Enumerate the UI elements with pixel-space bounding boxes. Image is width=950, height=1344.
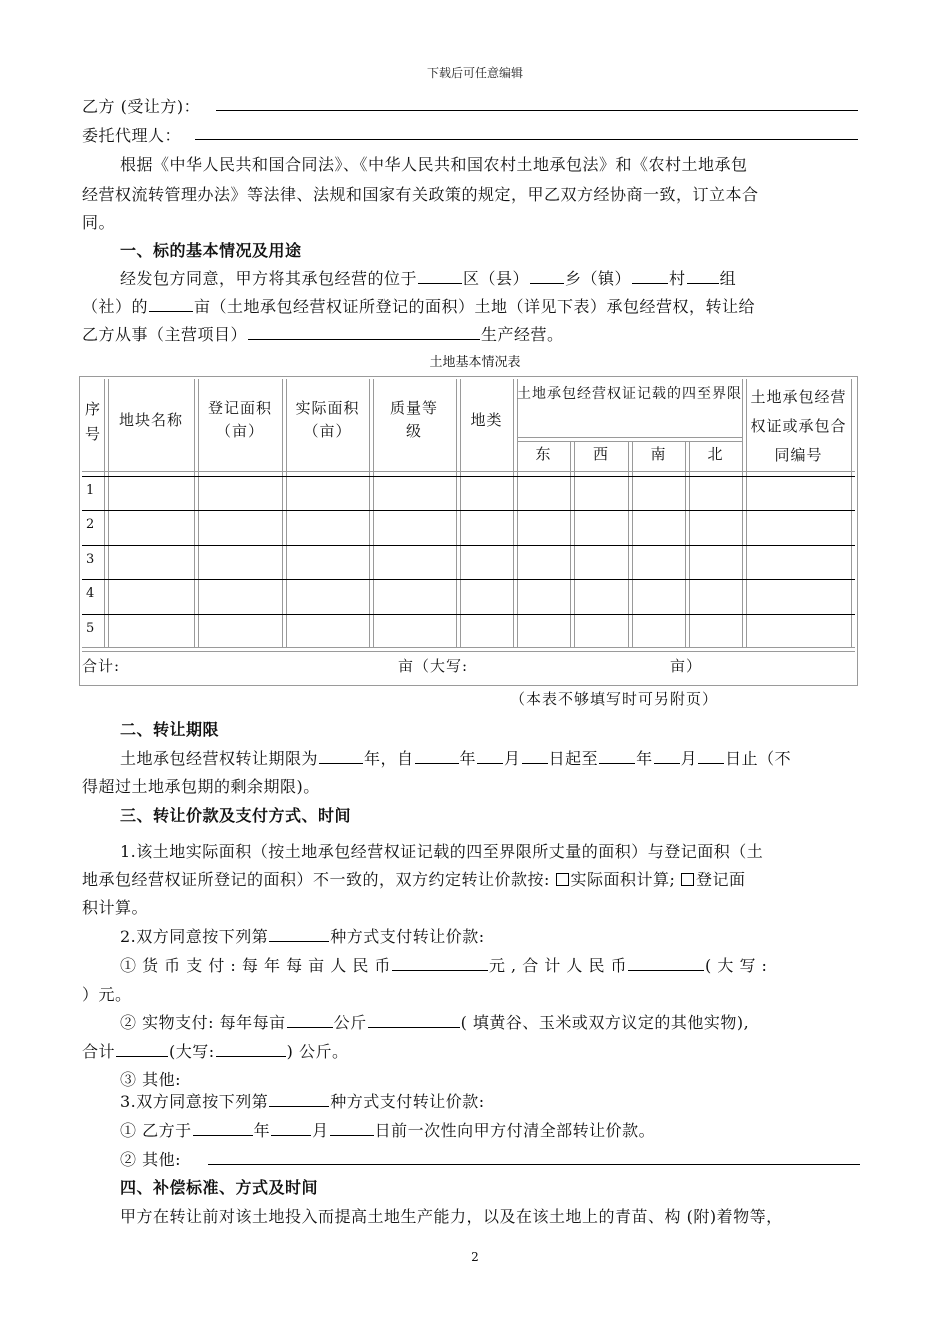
intro-line-2: 经营权流转管理办法》等法律、法规和国家有关政策的规定，甲乙双方经协商一致，订立本合 — [82, 185, 759, 204]
col-no-header: 序号 — [84, 400, 101, 443]
s3-p1-line-c: 积计算。 — [82, 898, 149, 917]
s3-money-line-b: ）元。 — [82, 985, 132, 1004]
start-month-field[interactable] — [477, 749, 503, 764]
s3-p1-line-b: 地承包经营权证所登记的面积）不一致的，双方约定转让价款按: 实际面积计算; 登记面 — [82, 870, 746, 889]
col-south-header: 南 — [650, 445, 667, 463]
col-registered-area-header: 登记面积（亩） — [207, 399, 272, 440]
col-cert-header: 土地承包经营权证或承包合同编号 — [750, 388, 847, 464]
total-area-capital: 亩（大写: — [398, 657, 469, 675]
agent-field[interactable] — [195, 139, 858, 140]
col-actual-area-header: 实际面积（亩） — [295, 399, 360, 440]
s1-line-a: 经发包方同意，甲方将其承包经营的位于 区（县） 乡（镇） 村 组 — [120, 269, 737, 288]
row-number-3: 3 — [86, 552, 95, 567]
area-mu-field[interactable] — [149, 297, 193, 312]
row-number-1: 1 — [86, 483, 95, 498]
village-field[interactable] — [632, 269, 668, 284]
s3-p3-line: 3.双方同意按下列第 种方式支付转让价款: — [120, 1092, 485, 1111]
header-note: 下载后可任意编辑 — [426, 66, 523, 80]
col-west-header: 西 — [592, 445, 609, 463]
total-label: 合计: — [82, 657, 121, 675]
col-north-header: 北 — [707, 445, 724, 463]
s3-other-line: ③ 其他: — [120, 1070, 181, 1089]
page-number: 2 — [471, 1250, 479, 1264]
term-years-field[interactable] — [319, 749, 363, 764]
goods-type-field[interactable] — [368, 1013, 460, 1028]
col-name-header: 地块名称 — [118, 411, 183, 429]
section-1-title: 一、标的基本情况及用途 — [120, 241, 302, 260]
s3-p1-line-a: 1.该土地实际面积（按土地承包经营权证记载的四至界限所丈量的面积）与登记面积（土 — [120, 842, 764, 861]
actual-area-checkbox[interactable] — [556, 873, 569, 886]
intro-line-1: 根据《中华人民共和国合同法》、《中华人民共和国农村土地承包法》和《农村土地承包 — [120, 155, 748, 174]
pay-day-field[interactable] — [330, 1121, 374, 1136]
payment-method-field[interactable] — [269, 927, 329, 942]
s3-goods-line: ② 实物支付: 每年每亩 公斤 ( 填黄谷、玉米或双方议定的其他实物), — [120, 1013, 750, 1032]
district-field[interactable] — [418, 269, 462, 284]
col-boundaries-header: 土地承包经营权证记载的四至界限 — [517, 386, 742, 402]
end-month-field[interactable] — [654, 749, 680, 764]
s1-line-b: （社）的 亩（土地承包经营权证所登记的面积）土地（详见下表）承包经营权，转让给 — [82, 297, 756, 316]
end-year-field[interactable] — [599, 749, 635, 764]
registered-area-checkbox[interactable] — [681, 873, 694, 886]
intro-line-3: 同。 — [82, 213, 116, 232]
section-4-title: 四、补偿标准、方式及时间 — [120, 1178, 319, 1197]
row-number-5: 5 — [86, 621, 95, 636]
goods-total-capital-field[interactable] — [216, 1042, 286, 1057]
col-east-header: 东 — [535, 445, 552, 463]
s4-line-1: 甲方在转让前对该土地投入而提高土地生产能力，以及在该土地上的青苗、构 (附)着物等， — [120, 1207, 783, 1226]
main-project-field[interactable] — [248, 325, 480, 340]
start-year-field[interactable] — [415, 749, 459, 764]
row-number-4: 4 — [86, 586, 95, 601]
s3-other-2-line: ② 其他: — [120, 1150, 181, 1169]
party-b-label: 乙方 (受让方)： — [82, 97, 201, 116]
s2-line-b: 得超过土地承包期的剩余期限)。 — [82, 777, 320, 796]
land-info-table — [79, 376, 858, 686]
end-day-field[interactable] — [698, 749, 724, 764]
pay-month-field[interactable] — [271, 1121, 311, 1136]
township-field[interactable] — [530, 269, 564, 284]
section-2-title: 二、转让期限 — [120, 720, 220, 739]
s3-goods-line-b: 合计 (大写: ) 公斤。 — [82, 1042, 349, 1061]
pay-year-field[interactable] — [193, 1121, 253, 1136]
payment-time-method-field[interactable] — [269, 1092, 329, 1107]
goods-total-field[interactable] — [116, 1042, 168, 1057]
table-caption: 土地基本情况表 — [429, 355, 521, 370]
row-number-2: 2 — [86, 517, 95, 532]
other-payment-field[interactable] — [208, 1164, 860, 1165]
party-b-field[interactable] — [216, 110, 858, 111]
s3-p2-line: 2.双方同意按下列第 种方式支付转让价款: — [120, 927, 485, 946]
money-per-mu-field[interactable] — [392, 956, 488, 971]
start-day-field[interactable] — [522, 749, 548, 764]
goods-kg-per-mu-field[interactable] — [287, 1013, 333, 1028]
total-unit: 亩） — [670, 657, 703, 675]
s3-lumpsum-line: ① 乙方于 年 月 日前一次性向甲方付清全部转让价款。 — [120, 1121, 656, 1140]
group-field[interactable] — [687, 269, 719, 284]
col-land-type-header: 地类 — [470, 411, 503, 429]
s1-line-c: 乙方从事（主营项目） 生产经营。 — [82, 325, 564, 344]
money-total-field[interactable] — [628, 956, 704, 971]
section-3-title: 三、转让价款及支付方式、时间 — [120, 806, 352, 825]
s3-money-line: ① 货 币 支 付 : 每 年 每 亩 人 民 币 元 , 合 计 人 民 币 ( 大 写 : — [120, 956, 768, 975]
agent-label: 委托代理人： — [82, 126, 182, 145]
col-quality-header: 质量等级 — [389, 399, 438, 440]
s2-line-a: 土地承包经营权转让期限为 年，自 年 月 日起至 年 月 日止（不 — [120, 749, 792, 768]
table-note: （本表不够填写时可另附页） — [510, 690, 719, 708]
